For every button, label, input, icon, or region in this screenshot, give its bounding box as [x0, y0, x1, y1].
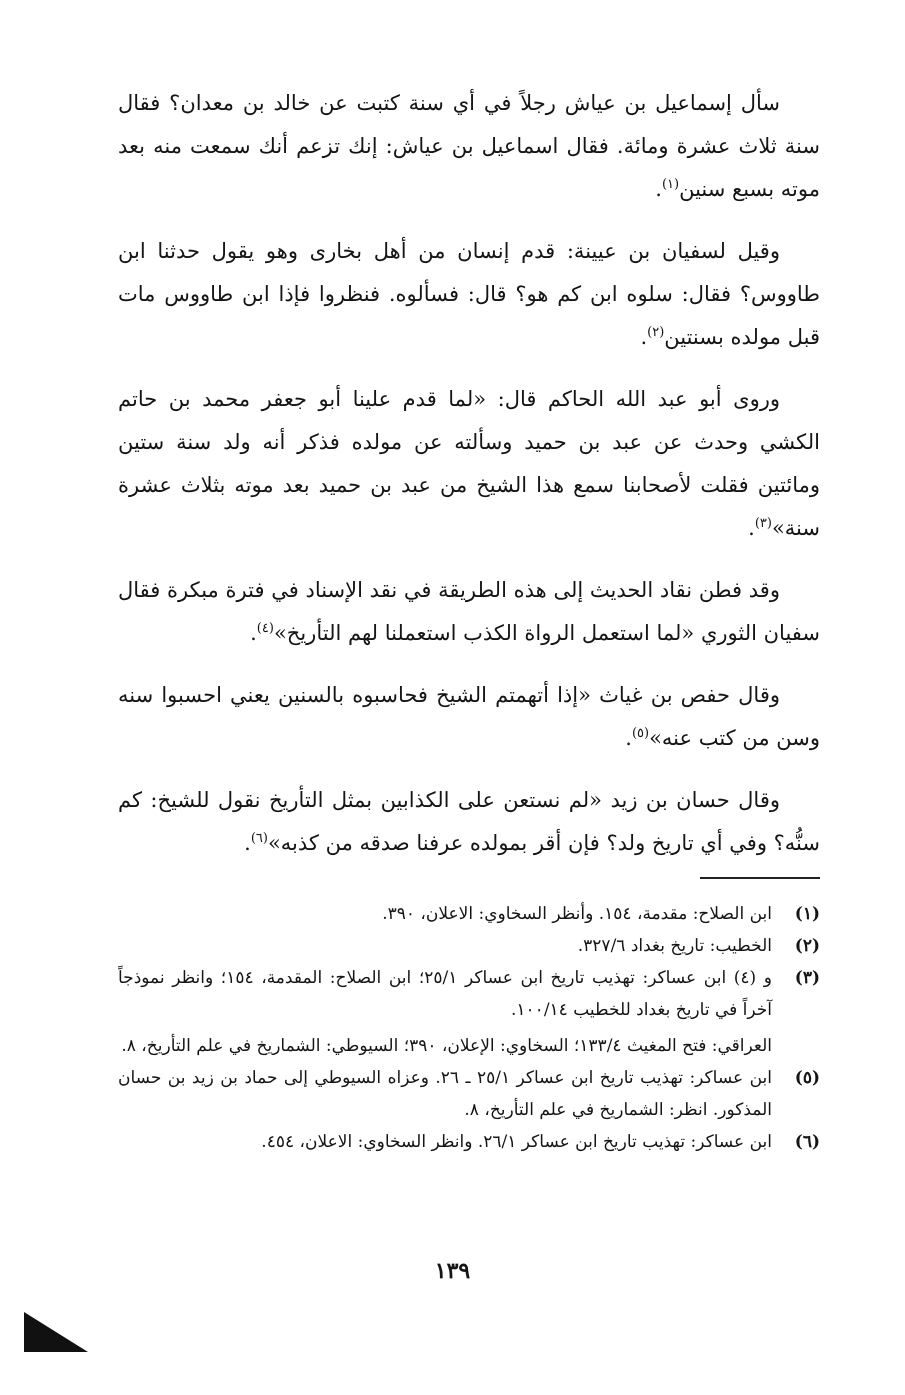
footnote-text: و (٤) ابن عساكر: تهذيب تاريخ ابن عساكر ٢٥/١؛ ابن الصلاح: المقدمة، ١٥٤؛ وانظر نموذجاً آخراً في تاريخ بغداد للخطيب ١٠٠/١٤. [118, 968, 772, 1020]
paragraph-end: . [640, 325, 648, 349]
footnotes [118, 898, 820, 1158]
paragraph [118, 378, 820, 550]
paragraph-text: وقال حسان بن زيد «لم نستعن على الكذابين بمثل التأريخ نقول للشيخ: كم سنُّه؟ وفي أي تاريخ ولد؟ فإن أقر بمولده عرفنا صدقه من كذبه» [118, 788, 820, 855]
paragraph-end: . [655, 177, 662, 201]
footnote-separator [700, 877, 820, 879]
footnote-text: ابن الصلاح: مقدمة، ١٥٤. وأنظر السخاوي: الاعلان، ٣٩٠. [382, 904, 772, 924]
corner-triangle-mark [24, 1312, 88, 1352]
footnote-ref: (٥) [631, 726, 650, 741]
paragraph-end: . [244, 831, 251, 855]
footnote-continuation: العراقي: فتح المغيث ١٣٣/٤؛ السخاوي: الإعلان، ٣٩٠؛ السيوطي: الشماريخ في علم التأريخ، ٨. [121, 1036, 772, 1056]
paragraph [118, 230, 820, 359]
paragraph-text: سأل إسماعيل بن عياش رجلاً في أي سنة كتبت عن خالد بن معدان؟ فقال سنة ثلاث عشرة ومائة. فقال اسماعيل بن عياش: إنك تزعم أنك سمعت منه بعد موته بسبع سنين [118, 91, 820, 201]
paragraph [118, 779, 820, 865]
footnote-ref: (٢) [647, 325, 665, 340]
paragraph-text: وقيل لسفيان بن عيينة: قدم إنسان من أهل بخارى وهو يقول حدثنا ابن طاووس؟ فقال: سلوه ابن كم هو؟ قال: فسألوه. فنظروا فإذا ابن طاووس مات قبل مولده بسنتين [118, 239, 820, 349]
footnote [118, 1062, 820, 1126]
footnote-ref: (٤) [256, 621, 274, 636]
footnote [118, 962, 820, 1026]
footnote [118, 930, 820, 962]
footnote-ref: (٦) [250, 831, 268, 846]
paragraph [118, 674, 820, 760]
footnote-text: ابن عساكر: تهذيب تاريخ ابن عساكر ٢٦/١. وانظر السخاوي: الاعلان، ٤٥٤. [261, 1132, 772, 1152]
paragraph-end: . [748, 516, 755, 540]
footnote-text: ابن عساكر: تهذيب تاريخ ابن عساكر ٢٥/١ ـ ٢٦. وعزاه السيوطي إلى حماد بن زيد بن حسان المذكور. انظر: الشماريخ في علم التأريخ، ٨. [118, 1068, 772, 1120]
paragraph [118, 569, 820, 655]
footnote-number: (٥) [794, 1068, 820, 1088]
paragraph-end: . [625, 726, 632, 750]
paragraph-text: وقال حفص بن غياث «إذا أتهمتم الشيخ فحاسبوه بالسنين يعني احسبوا سنه وسن من كتب عنه» [118, 683, 820, 750]
footnote-number: (٣) [794, 968, 820, 988]
paragraph-text: وقد فطن نقاد الحديث إلى هذه الطريقة في نقد الإسناد في فترة مبكرة فقال سفيان الثوري «لما استعمل الرواة الكذب استعملنا لهم التأريخ» [118, 578, 820, 645]
main-text [118, 82, 820, 884]
page-number: ١٣٩ [434, 1258, 471, 1284]
footnote-number: (٦) [794, 1132, 820, 1152]
footnote-text: الخطيب: تاريخ بغداد ٣٢٧/٦. [577, 936, 772, 956]
paragraph-text: وروى أبو عبد الله الحاكم قال: «لما قدم علينا أبو جعفر محمد بن حاتم الكشي وحدث عن عبد بن حميد وسألته عن مولده فذكر أنه ولد سنة ستين ومائتين فقلت لأصحابنا سمع هذا الشيخ من عبد بن حميد بعد موته بثلاث عشرة سنة» [118, 387, 820, 540]
paragraph-end: . [250, 621, 257, 645]
footnote [118, 898, 820, 930]
footnote-ref: (١) [661, 177, 680, 192]
footnote [118, 1126, 820, 1158]
footnote-number: (١) [794, 904, 820, 924]
footnote-ref: (٣) [754, 516, 772, 531]
paragraph [118, 82, 820, 211]
footnote-number: (٢) [794, 936, 820, 956]
